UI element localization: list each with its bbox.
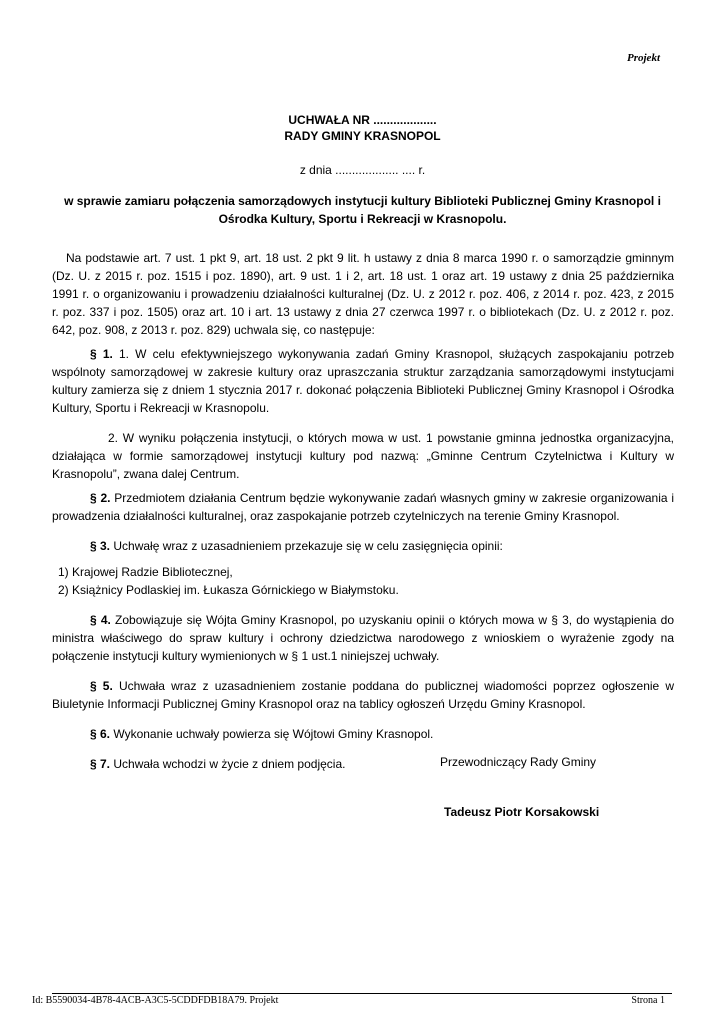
section-1-paragraph-2: 2. W wyniku połączenia instytucji, o których mowa w ust. 1 powstanie gminna jednostka organizacyjna, działająca w formie samorządowej instytucji kultury pod nazwą: „Gminne Centrum Czytelnictwa i Kultury w Krasnopolu”, zwana dalej Centrum. bbox=[52, 431, 674, 481]
section-3-label: § 3. bbox=[90, 539, 111, 553]
section-2-text: Przedmiotem działania Centrum będzie wykonywanie zadań własnych gminy w zakresie organizowania i prowadzenia działalności kulturalnej, oraz zaspokajanie potrzeb czytelniczych na terenie Gminy Krasnopol. bbox=[52, 491, 675, 523]
document-id: Id: B5590034-4B78-4ACB-A3C5-5CDDFDB18A79. Projekt bbox=[32, 995, 279, 1006]
section-3 bbox=[52, 537, 674, 555]
section-5-text: Uchwała wraz z uzasadnieniem zostanie poddana do publicznej wiadomości poprzez ogłoszenie w Biuletynie Informacji Publicznej Gminy Krasnopol oraz na tablicy ogłoszeń Urzędu Gminy Krasnopol. bbox=[52, 679, 675, 711]
section-5 bbox=[52, 677, 674, 713]
resolution-subject bbox=[0, 192, 725, 228]
projekt-label: Projekt bbox=[627, 52, 660, 64]
list-item: 1) Krajowej Radzie Bibliotecznej, bbox=[58, 565, 233, 579]
list-item: 2) Książnicy Podlaskiej im. Łukasza Górnickiego w Białymstoku. bbox=[58, 583, 399, 597]
subject-line-2: Ośrodka Kultury, Sportu i Rekreacji w Krasnopolu. bbox=[218, 212, 507, 226]
resolution-title bbox=[0, 112, 725, 144]
section-7-text: Uchwała wchodzi w życie z dniem podjęcia. bbox=[113, 757, 346, 771]
section-4-text: Zobowiązuje się Wójta Gminy Krasnopol, po uzyskaniu opinii o których mowa w § 3, do wystąpienia do ministra właściwego do spraw kultury i ochrony dziedzictwa narodowego z wnioskiem o wyrażenie zgody na połączenie instytucji kultury wymienionych w § 1 ust.1 niniejszej uchwały. bbox=[52, 613, 674, 663]
section-3-text: Uchwałę wraz z uzasadnieniem przekazuje się w celu zasięgnięcia opinii: bbox=[113, 539, 503, 553]
page-number: Strona 1 bbox=[631, 995, 665, 1006]
section-2 bbox=[52, 489, 674, 525]
signatory-role: Przewodniczący Rady Gminy bbox=[440, 755, 597, 769]
resolution-number: UCHWAŁA NR ................... bbox=[288, 113, 437, 127]
resolution-body bbox=[52, 249, 674, 773]
section-7-label: § 7. bbox=[90, 757, 111, 771]
council-name: RADY GMINY KRASNOPOL bbox=[284, 129, 441, 143]
section-1-text: 1. W celu efektywniejszego wykonywania zadań Gminy Krasnopol, służących zaspokajaniu potrzeb wspólnoty samorządowej w zakresie kultury oraz upraszczania struktur zarządzania samorządowymi instytucjami kultury zamierza się z dniem 1 stycznia 2017 r. dokonać połączenia Biblioteki Publicznej Gminy Krasnopol i Ośrodka Kultury, Sportu i Rekreacji w Krasnopolu. bbox=[52, 347, 675, 415]
section-6-text: Wykonanie uchwały powierza się Wójtowi Gminy Krasnopol. bbox=[113, 727, 434, 741]
section-6-label: § 6. bbox=[90, 727, 111, 741]
section-4 bbox=[52, 611, 674, 665]
section-5-label: § 5. bbox=[90, 679, 113, 693]
footer-divider bbox=[52, 993, 672, 994]
resolution-date: z dnia ................... .... r. bbox=[299, 163, 426, 177]
section-6 bbox=[52, 725, 674, 743]
subject-line-1: w sprawie zamiaru połączenia samorządowych instytucji kultury Biblioteki Publicznej Gminy Krasnopol i bbox=[64, 194, 661, 208]
opinion-list bbox=[52, 563, 674, 599]
section-1 bbox=[52, 345, 674, 417]
section-2-label: § 2. bbox=[90, 491, 111, 505]
signatory-name: Tadeusz Piotr Korsakowski bbox=[444, 805, 600, 819]
section-1-label: § 1. bbox=[90, 347, 113, 361]
preamble: Na podstawie art. 7 ust. 1 pkt 9, art. 18 ust. 2 pkt 9 lit. h ustawy z dnia 8 marca 1990 r. o samorządzie gminnym (Dz. U. z 2015 r. poz. 1515 i poz. 1890), art. 9 ust. 1 i 2, art. 18 ust. 1 oraz art. 19 ustawy z dnia 25 października 1991 r. o organizowaniu i prowadzeniu działalności kulturalnej (Dz. U. z 2012 r. poz. 406, z 2014 r. poz. 423, z 2015 r. poz. 337 i poz. 1505) oraz art. 10 i art. 13 ustawy z dnia 27 czerwca 1997 r. o bibliotekach (Dz. U. z 2012 r. poz. 642, poz. 908, z 2013 r. poz. 829) uchwala się, co następuje: bbox=[52, 251, 674, 337]
section-4-label: § 4. bbox=[90, 613, 111, 627]
